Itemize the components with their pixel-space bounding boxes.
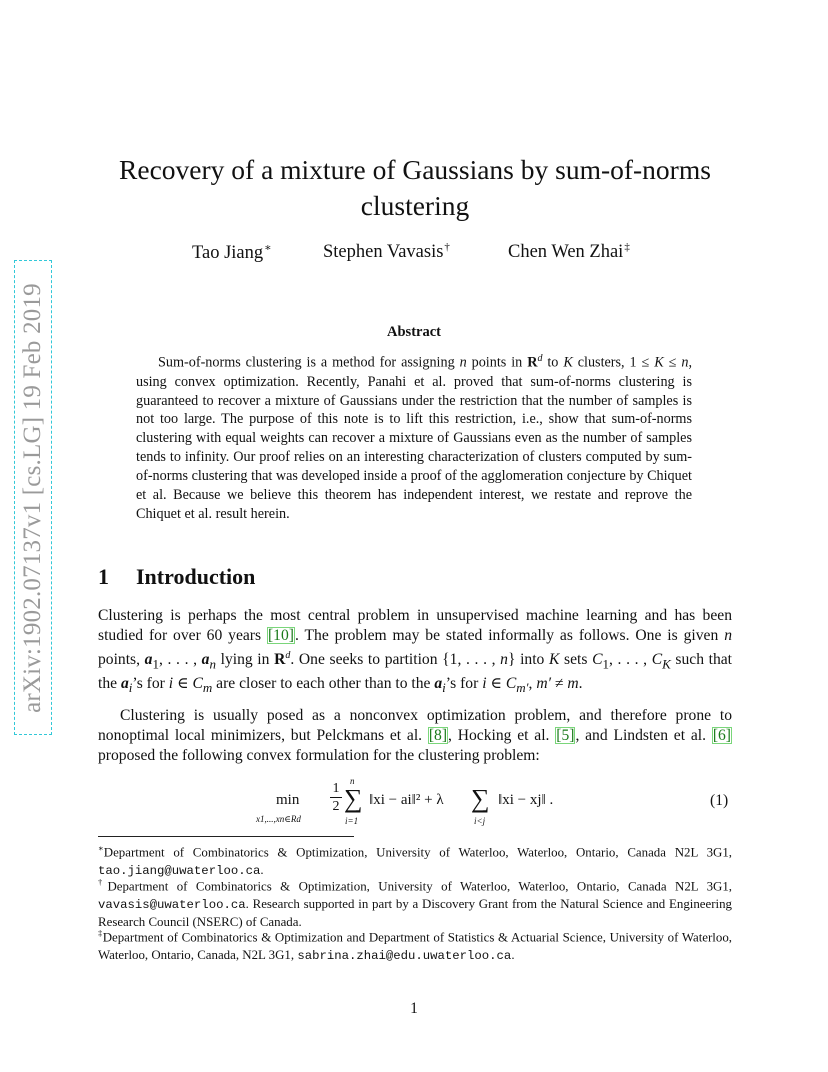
equation-number: (1) [710,792,729,809]
min-subscript: x1,...,xn∈Rd [256,814,301,824]
section-heading [98,564,255,590]
email-link[interactable]: sabrina.zhai@edu.uwaterloo.ca [297,948,512,963]
footnote-divider [98,836,354,837]
paper-title: Recovery of a mixture of Gaussians by sum-of-norms clustering [119,154,711,221]
author-list [0,241,828,271]
abstract-heading: Abstract [387,324,441,340]
footnote-mark[interactable]: † [444,241,450,253]
abstract-body: Sum-of-norms clustering is a method for assigning n points in $R^d$ to K clusters, 1 ≤ K ≤ n, using convex optimization. Recently, Panahi et al. proved that sum-of-norms clustering is guaranteed to recover a mixture of Gaussians under the restriction that the number of samples is not too large. The purpose of this note is to lift this restriction, i.e., show that sum-of-norms clustering with equal weights can recover a mixture of Gaussians even as the number of samples tends to infinity. Our proof relies on an interesting characterization of clusters computed by sum-of-norms clustering that was developed inside a proof of the agglomeration conjecture by Chiquet et al. Because we believe this theorem has independent interest, we restate and reprove the Chiquet et al. result herein. [136,353,692,522]
section-title: Introduction [136,564,256,589]
sum-lower-limit: i<j [474,816,486,826]
footnote-2: †Department of Combinatorics & Optimization, University of Waterloo, Waterloo, Ontario, Canada N2L 3G1, vavasis@uwaterloo.ca. Research supported in part by a Discovery Grant from the Natural Science and Engineering Research Council (NSERC) of Canada. [98,877,732,930]
arxiv-identifier: arXiv:1902.07137v1 [cs.LG] 19 Feb 2019 [19,282,46,713]
sum-symbol: ∑ [344,784,363,813]
email-link[interactable]: vavasis@uwaterloo.ca [98,897,246,912]
half-fraction: $\frac{1}{2}$ [330,780,342,815]
email-link[interactable]: tao.jiang@uwaterloo.ca [98,863,261,878]
author-1: Tao Jiang∗ [192,242,272,263]
intro-paragraph-1: Clustering is perhaps the most central problem in unsupervised machine learning and has been studied for over 60 years [10]. The problem may be stated informally as follows. One is given n points, $a_1$, . . . , $a_n$ lying in $R^d$. One seeks to partition {1, . . . , n} into K sets $C_1$, . . . , $C_K$ such that the $a_i’s$ for i ∈ $C_m$ are closer to each other than to the $a_i’s$ for i ∈ $C_{m'}$, m′ ≠ m. [98,607,733,696]
footnote-mark[interactable]: ∗ [264,242,272,254]
author-3: Chen Wen Zhai‡ [508,241,630,262]
footnote-3: ‡Department of Combinatorics & Optimization and Department of Statistics & Actuarial Science, University of Waterloo, Waterloo, Ontario, Canada, N2L 3G1, sabrina.zhai@edu.uwaterloo.ca. [98,928,732,963]
page-number: 1 [410,1000,418,1017]
citation-link[interactable]: [10] [267,626,294,644]
equation-term-fit: ‖xi − ai‖² + λ [369,792,444,808]
equation-term-penalty: ‖xi − xj‖ . [498,792,554,808]
display-equation [256,778,556,830]
citation-link[interactable]: [8] [428,726,448,744]
citation-link[interactable]: [6] [712,726,731,744]
intro-paragraph-2: Clustering is usually posed as a nonconvex optimization problem, and therefore prone to nonoptimal local minimizers, but Pelckmans et al. [8], Hocking et al. [5], and Lindsten et al. [6] proposed the following convex formulation for the clustering problem: [98,707,732,764]
footnote-mark[interactable]: ‡ [624,241,630,253]
sum-lower-limit: i=1 [345,816,359,826]
section-number: 1 [98,564,109,589]
footnote-1: ∗Department of Combinatorics & Optimization, University of Waterloo, Waterloo, Ontario, Canada N2L 3G1, tao.jiang@uwaterloo.ca. [98,843,732,878]
min-operator: min [276,792,300,808]
author-2: Stephen Vavasis† [323,241,450,262]
citation-link[interactable]: [5] [556,726,575,744]
sum-symbol: ∑ [471,784,490,813]
sum-upper-limit: n [350,776,355,786]
